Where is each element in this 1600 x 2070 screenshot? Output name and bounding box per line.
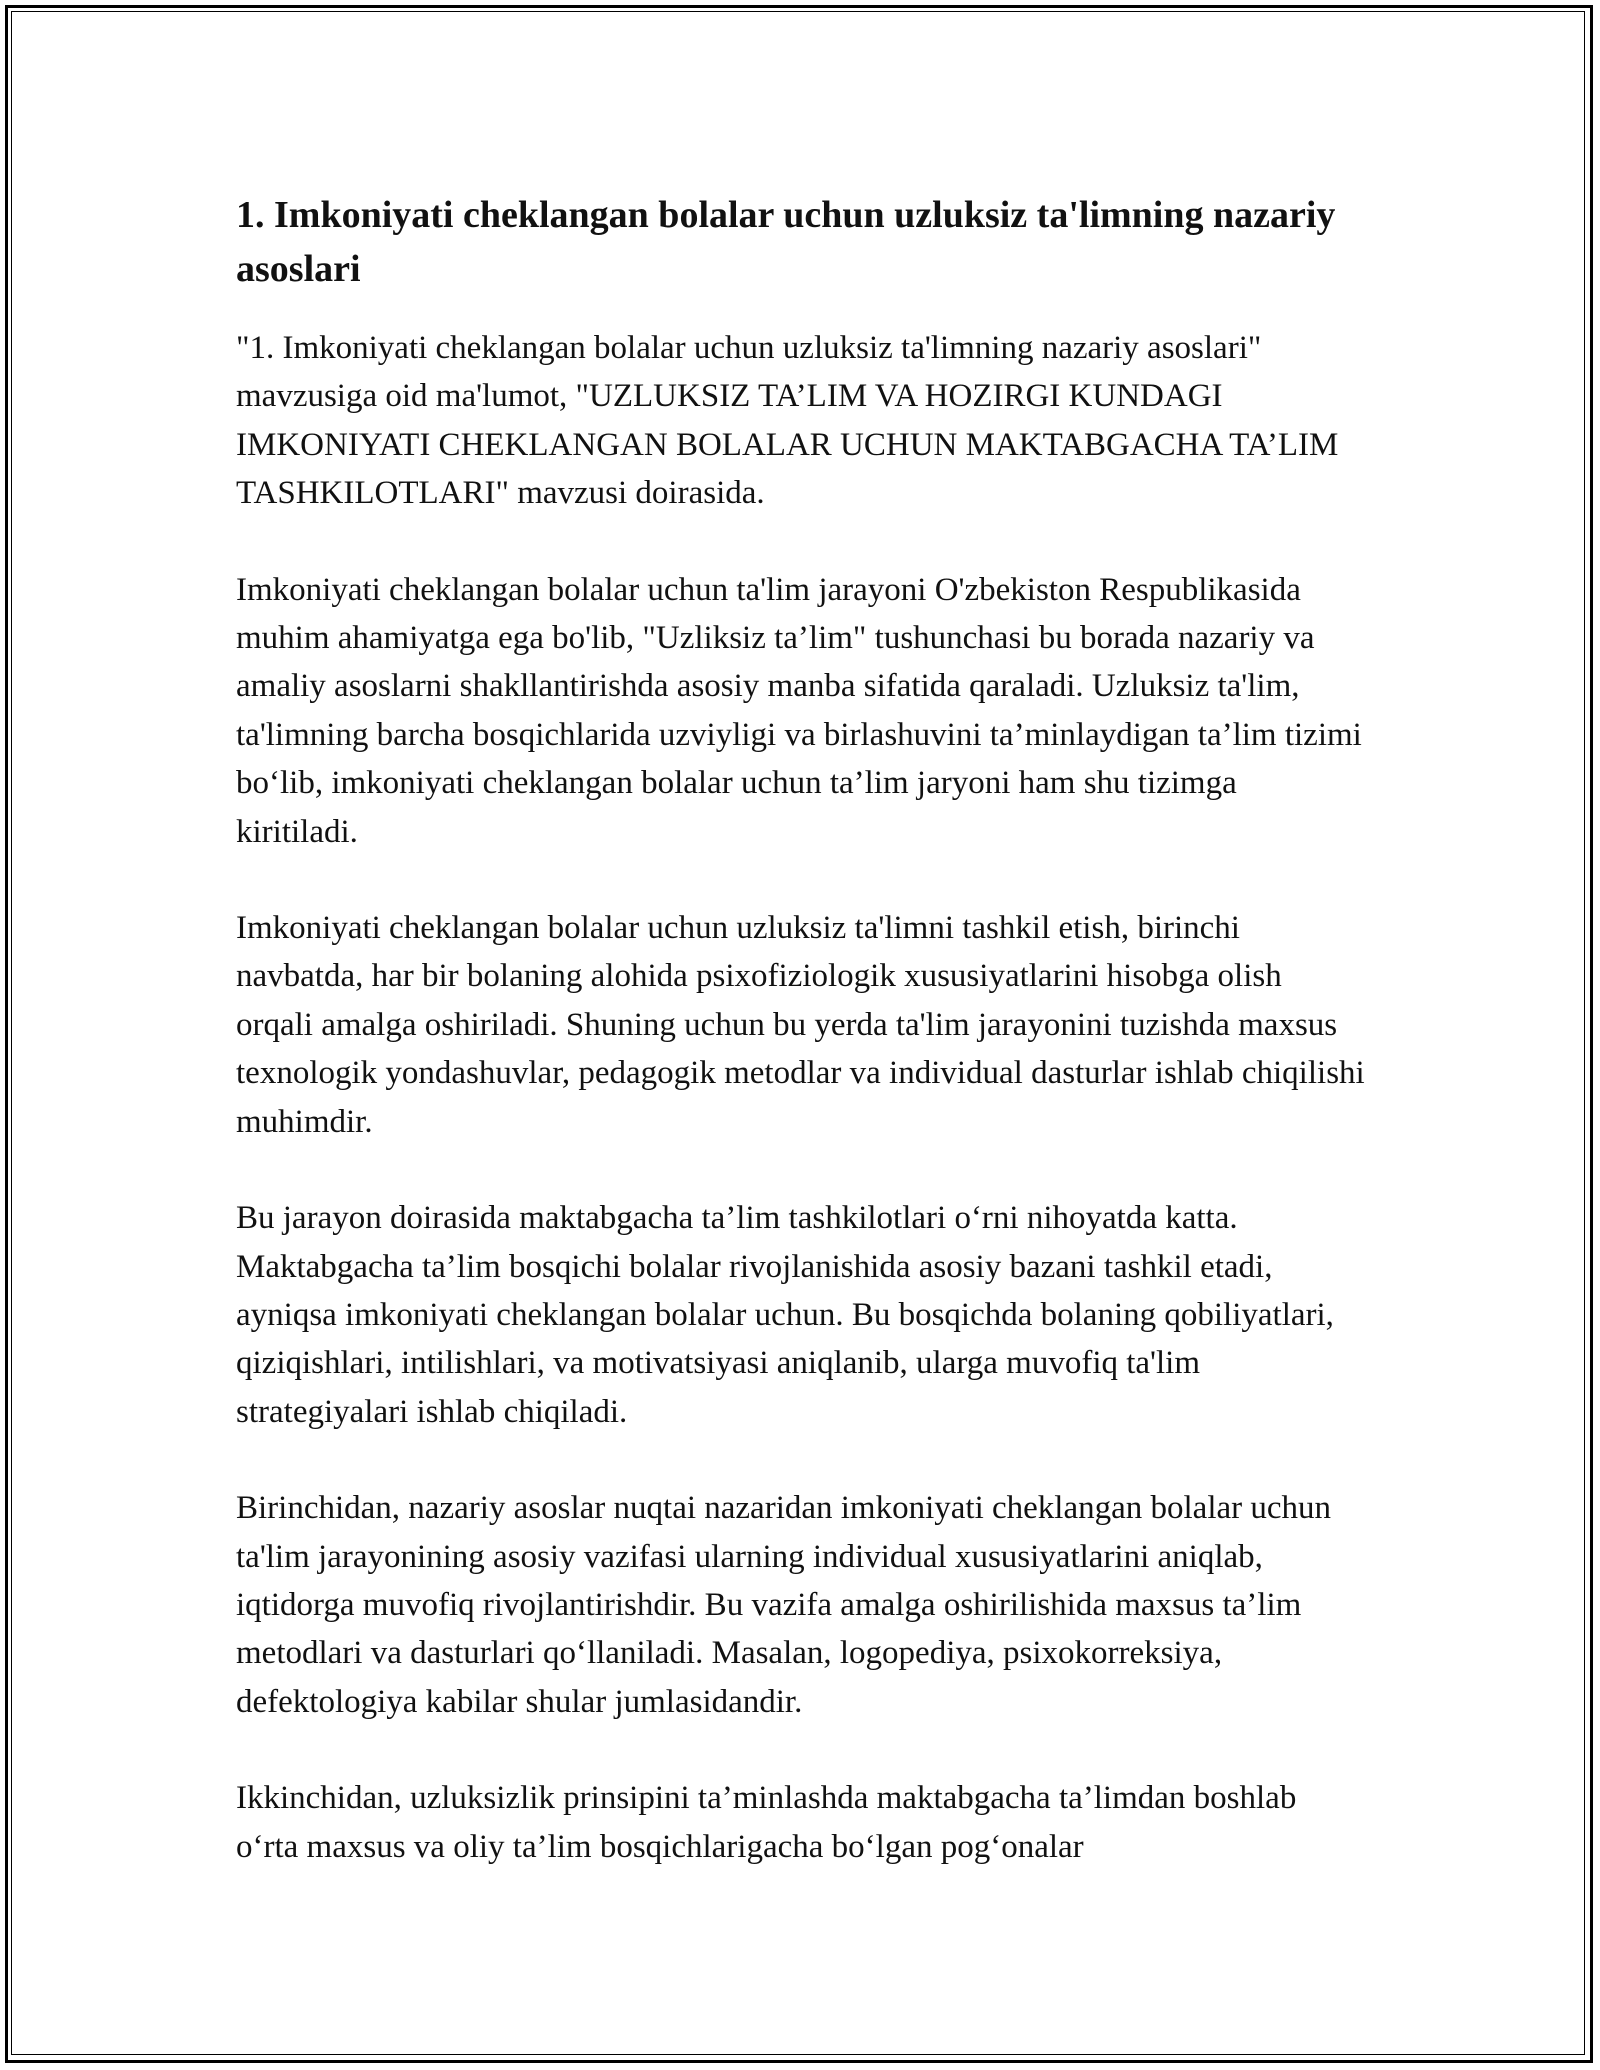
paragraph-preschool-role: Bu jarayon doirasida maktabgacha ta’lim tashkilotlari o‘rni nihoyatda katta. Maktabgacha ta’lim bosqichi bolalar rivojlanishida asosiy bazani tashkil etadi, ayniqsa imkoniyati cheklangan bolalar uchun. Bu bosqichda bolaning qobiliyatlari, qiziqishlari, intilishlari, va motivatsiyasi aniqlanib, ularga muvofiq ta'lim strategiyalari ishlab chiqiladi. (236, 1200, 1334, 1430)
paragraph-first-point: Birinchidan, nazariy asoslar nuqtai nazaridan imkoniyati cheklangan bolalar uchun ta'lim jarayonining asosiy vazifasi ularning individual xususiyatlarini aniqlab, iqtidorga muvofiq rivojlantirishdir. Bu vazifa amalga oshirilishida maxsus ta’lim metodlari va dasturlari qo‘llaniladi. Masalan, logopediya, psixokorreksiya, defektologiya kabilar shular jumlasidandir. (236, 1490, 1332, 1720)
document-body (236, 188, 1366, 1919)
paragraph-organization: Imkoniyati cheklangan bolalar uchun uzluksiz ta'limni tashkil etish, birinchi navbatda, har bir bolaning alohida psixofiziologik xususiyatlarini hisobga olish orqali amalga oshiriladi. Shuning uchun bu yerda ta'lim jarayonini tuzishda maxsus texnologik yondashuvlar, pedagogik metodlar va individual dasturlar ishlab chiqilishi muhimdir. (236, 910, 1365, 1140)
paragraph-context: Imkoniyati cheklangan bolalar uchun ta'lim jarayoni O'zbekiston Respublikasida muhim ahamiyatga ega bo'lib, "Uzliksiz ta’lim" tushunchasi bu borada nazariy va amaliy asoslarni shakllantirishda asosiy manba sifatida qaraladi. Uzluksiz ta'lim, ta'limning barcha bosqichlarida uzviyligi va birlashuvini ta’minlaydigan ta’lim tizimi bo‘lib, imkoniyati cheklangan bolalar uchun ta’lim jaryoni ham shu tizimga kiritiladi. (236, 571, 1362, 850)
page-title: 1. Imkoniyati cheklangan bolalar uchun uzluksiz ta'limning nazariy asoslari (236, 194, 1336, 290)
paragraph-intro: "1. Imkoniyati cheklangan bolalar uchun uzluksiz ta'limning nazariy asoslari" mavzusiga oid ma'lumot, "UZLUKSIZ TA’LIM VA HOZIRGI KUNDAGI IMKONIYATI CHEKLANGAN BOLALAR UCHUN MAKTABGACHA TA’LIM TASHKILOTLARI" mavzusi doirasida. (236, 330, 1339, 512)
paragraph-second-point: Ikkinchidan, uzluksizlik prinsipini ta’minlashda maktabgacha ta’limdan boshlab o‘rta maxsus va oliy ta’lim bosqichlarigacha bo‘lgan pog‘onalar (236, 1780, 1297, 1865)
